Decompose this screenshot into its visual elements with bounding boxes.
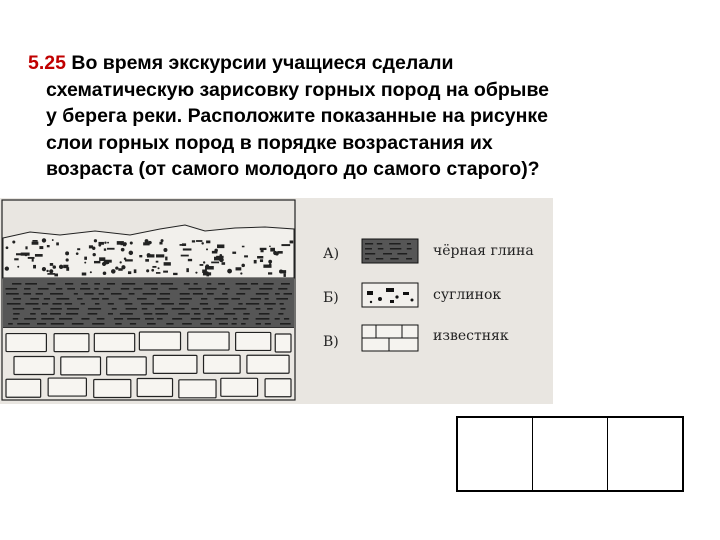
legend-letter-c: В) bbox=[323, 334, 339, 350]
question-line-4: слои горных пород в порядке возрастания их bbox=[46, 131, 493, 154]
question-line-3: у берега реки. Расположите показанные на рисунке bbox=[46, 105, 548, 127]
rock-layers-figure bbox=[0, 198, 553, 404]
legend-letter-a: А) bbox=[323, 246, 340, 262]
legend-name-a: чёрная глина bbox=[433, 243, 534, 259]
legend-letter-b: Б) bbox=[323, 290, 339, 306]
question-line-1: 5.25 Во время экскурсии учащиеся сделали bbox=[28, 52, 454, 74]
legend bbox=[323, 239, 534, 351]
answer-grid[interactable] bbox=[456, 416, 684, 492]
legend-name-b: суглинок bbox=[433, 287, 502, 303]
question-line-5: возраста (от самого молодого до самого старого)? bbox=[46, 158, 540, 180]
legend-name-c: известняк bbox=[433, 328, 509, 344]
answer-cell-3[interactable] bbox=[608, 418, 682, 490]
answer-cell-1[interactable] bbox=[458, 418, 533, 490]
rock-layers-drawing bbox=[0, 198, 553, 404]
question-text bbox=[28, 50, 698, 183]
question-line-2: схематическую зарисовку горных пород на обрыве bbox=[46, 78, 550, 101]
question-number: 5.25 bbox=[28, 52, 66, 74]
answer-cell-2[interactable] bbox=[533, 418, 608, 490]
